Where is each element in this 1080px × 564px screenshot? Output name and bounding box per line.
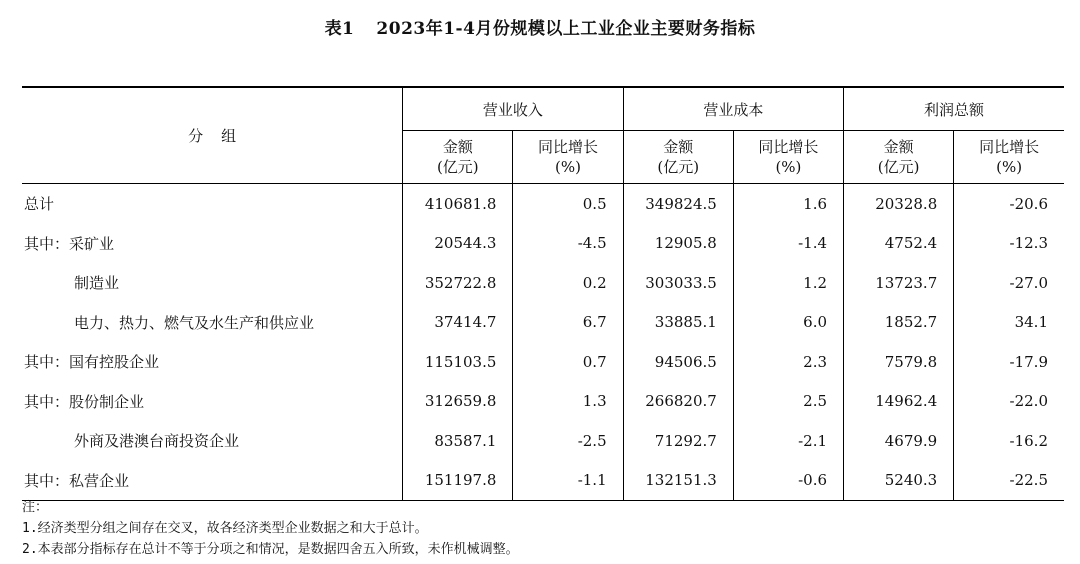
profit-amount-cell: 20328.8 (844, 184, 954, 224)
revenue-growth-cell: -1.1 (513, 461, 623, 501)
cost-growth-cell: -2.1 (733, 421, 843, 461)
profit-growth-header: 同比增长 (%) (954, 131, 1064, 184)
footnote-heading: 注： (22, 500, 49, 515)
cost-amount-cell: 12905.8 (623, 224, 733, 264)
profit-amount-cell: 4679.9 (844, 421, 954, 461)
revenue-growth-cell: 0.7 (513, 342, 623, 382)
profit-header: 利润总额 (844, 87, 1064, 131)
row-label: 制造业 (74, 274, 120, 293)
revenue-growth-cell: 0.5 (513, 184, 623, 224)
cost-growth-cell: 1.2 (733, 263, 843, 303)
cost-growth-cell: -0.6 (733, 461, 843, 501)
cost-header: 营业成本 (623, 87, 843, 131)
table-row (22, 382, 1064, 422)
revenue-amount-cell: 151197.8 (403, 461, 513, 501)
table-row (22, 342, 1064, 382)
revenue-amount-cell: 352722.8 (403, 263, 513, 303)
revenue-growth-cell: 6.7 (513, 303, 623, 343)
row-group-header: 分组 (22, 87, 403, 184)
profit-growth-cell: -20.6 (954, 184, 1064, 224)
row-label: 其中：私营企业 (22, 461, 403, 501)
table-number: 表1 (324, 19, 355, 39)
revenue-amount-cell: 115103.5 (403, 342, 513, 382)
profit-amount-cell: 14962.4 (844, 382, 954, 422)
table-row (22, 303, 1064, 343)
table-row (22, 461, 1064, 501)
profit-growth-cell: 34.1 (954, 303, 1064, 343)
revenue-growth-cell: 0.2 (513, 263, 623, 303)
financial-indicators-table (22, 86, 1064, 501)
profit-amount-cell: 1852.7 (844, 303, 954, 343)
table-row (22, 421, 1064, 461)
revenue-amount-cell: 20544.3 (403, 224, 513, 264)
cost-amount-cell: 303033.5 (623, 263, 733, 303)
row-label: 其中：采矿业 (24, 234, 115, 253)
profit-amount-header: 金额 (亿元) (844, 131, 954, 184)
profit-growth-cell: -16.2 (954, 421, 1064, 461)
revenue-growth-cell: -2.5 (513, 421, 623, 461)
revenue-amount-cell: 410681.8 (403, 184, 513, 224)
revenue-amount-cell: 312659.8 (403, 382, 513, 422)
revenue-growth-cell: -4.5 (513, 224, 623, 264)
cost-growth-cell: -1.4 (733, 224, 843, 264)
cost-amount-header: 金额 (亿元) (623, 131, 733, 184)
table-row (22, 263, 1064, 303)
cost-amount-cell: 33885.1 (623, 303, 733, 343)
profit-amount-cell: 5240.3 (844, 461, 954, 501)
row-label: 电力、热力、燃气及水生产和供应业 (74, 313, 315, 332)
cost-amount-cell: 266820.7 (623, 382, 733, 422)
cost-growth-header: 同比增长 (%) (733, 131, 843, 184)
revenue-amount-cell: 83587.1 (403, 421, 513, 461)
cost-amount-cell: 71292.7 (623, 421, 733, 461)
footnotes (22, 497, 519, 560)
profit-amount-cell: 13723.7 (844, 263, 954, 303)
profit-growth-cell: -27.0 (954, 263, 1064, 303)
cost-growth-cell: 1.6 (733, 184, 843, 224)
cost-growth-cell: 2.3 (733, 342, 843, 382)
cost-growth-cell: 2.5 (733, 382, 843, 422)
table-title (0, 14, 1080, 39)
revenue-growth-header: 同比增长 (%) (513, 131, 623, 184)
row-label: 总计 (24, 195, 55, 214)
profit-growth-cell: -22.0 (954, 382, 1064, 422)
revenue-growth-cell: 1.3 (513, 382, 623, 422)
row-label: 其中：股份制企业 (24, 392, 145, 411)
row-label: 其中：国有控股企业 (24, 353, 160, 372)
cost-amount-cell: 94506.5 (623, 342, 733, 382)
cost-amount-cell: 132151.3 (623, 461, 733, 501)
revenue-amount-cell: 37414.7 (403, 303, 513, 343)
row-label: 外商及港澳台商投资企业 (74, 432, 240, 451)
profit-amount-cell: 4752.4 (844, 224, 954, 264)
table-title-text: 2023年1-4月份规模以上工业企业主要财务指标 (376, 19, 756, 39)
footnote-2: 2.本表部分指标存在总计不等于分项之和情况，是数据四舍五入所致，未作机械调整。 (22, 542, 519, 557)
revenue-amount-header: 金额 (亿元) (403, 131, 513, 184)
profit-amount-cell: 7579.8 (844, 342, 954, 382)
profit-growth-cell: -17.9 (954, 342, 1064, 382)
profit-growth-cell: -22.5 (954, 461, 1064, 501)
footnote-1: 1.经济类型分组之间存在交叉，故各经济类型企业数据之和大于总计。 (22, 521, 428, 536)
profit-growth-cell: -12.3 (954, 224, 1064, 264)
table-row (22, 184, 1064, 224)
cost-amount-cell: 349824.5 (623, 184, 733, 224)
table-row (22, 224, 1064, 264)
cost-growth-cell: 6.0 (733, 303, 843, 343)
revenue-header: 营业收入 (403, 87, 623, 131)
